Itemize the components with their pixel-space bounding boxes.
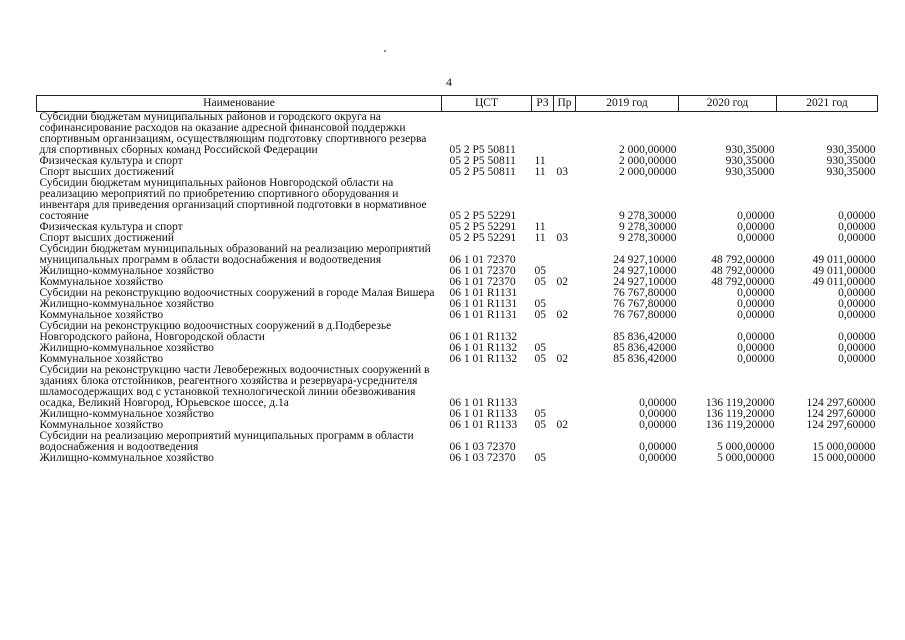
row-pr [554,453,576,464]
row-value-2019: 76 767,80000 [613,298,677,310]
row-name: Субсидии на реконструкцию водоочистных сооружений в городе Малая Вишера [39,287,435,299]
row-value-2020: 0,00000 [737,221,775,233]
row-pr: 03 [556,166,568,178]
row-name: Субсидии на реконструкцию водоочистных сооружений в д.Подберезье Новгородского района, Новгородской области [39,320,392,343]
row-pr: 03 [556,232,568,244]
row-value-2021: 124 297,60000 [806,419,876,431]
row-value-2019: 85 836,42000 [613,331,677,343]
row-value-2019: 9 278,30000 [619,221,677,233]
row-value-2021: 0,00000 [838,298,876,310]
row-rz: 11 [534,155,546,167]
budget-table [36,95,878,464]
row-name: Жилищно-коммунальное хозяйство [39,342,214,354]
row-pr [554,244,576,266]
row-pr [554,321,576,343]
row-value-2019: 9 278,30000 [619,210,677,222]
row-pr: 02 [556,419,568,431]
row-cst: 06 1 01 R1132 [449,342,518,354]
row-value-2020: 930,35000 [725,155,775,167]
row-value-2019: 85 836,42000 [613,342,677,354]
row-pr [554,178,576,222]
row-name: Коммунальное хозяйство [39,276,164,288]
row-cst: 06 1 01 R1132 [449,353,518,365]
row-value-2020: 0,00000 [737,331,775,343]
row-value-2021: 124 297,60000 [806,397,876,409]
header-rz: РЗ [532,96,554,112]
row-name: Физическая культура и спорт [39,221,183,233]
row-value-2020: 0,00000 [737,342,775,354]
row-rz: 05 [534,309,546,321]
row-name: Жилищно-коммунальное хозяйство [39,452,214,464]
row-cst: 06 1 01 R1133 [449,397,518,409]
row-pr: 02 [556,309,568,321]
row-rz: 05 [534,353,546,365]
row-rz: 05 [534,342,546,354]
row-cst: 06 1 01 72370 [449,254,516,266]
table-row [37,244,878,266]
header-2021: 2021 год [777,96,878,112]
header-2020: 2020 год [679,96,777,112]
row-value-2020: 0,00000 [737,353,775,365]
row-value-2020: 930,35000 [725,166,775,178]
row-value-2021: 15 000,00000 [812,452,876,464]
row-cst: 06 1 01 R1131 [449,309,518,321]
row-rz: 05 [534,265,546,277]
row-value-2019: 0,00000 [639,452,677,464]
row-name: Субсидии на реализацию мероприятий муниципальных программ в области водоснабжения и водоотведения [39,430,414,453]
row-name: Субсидии бюджетам муниципальных районов и городского округа на софинансирование расходов на оказание адресной финансовой поддержки спортивным организациям, осуществляющим подготовку спортивного резерва для спортивных сборных команд Российской Федерации [39,111,427,156]
row-value-2019: 76 767,80000 [613,309,677,321]
row-value-2019: 24 927,10000 [613,265,677,277]
row-value-2019: 0,00000 [639,408,677,420]
row-value-2020: 48 792,00000 [711,265,775,277]
row-cst: 06 1 01 R1132 [449,331,518,343]
row-value-2020: 0,00000 [737,232,775,244]
row-cst: 05 2 P5 52291 [449,232,517,244]
row-pr [554,365,576,409]
row-value-2021: 0,00000 [838,331,876,343]
row-value-2020: 5 000,00000 [717,441,775,453]
row-pr: 02 [556,353,568,365]
header-name: Наименование [37,96,442,112]
row-rz [532,112,554,157]
row-name: Спорт высших достижений [39,166,175,178]
row-value-2020: 48 792,00000 [711,254,775,266]
row-value-2020: 136 119,20000 [705,419,775,431]
row-value-2021: 930,35000 [826,155,876,167]
row-name: Физическая культура и спорт [39,155,183,167]
row-value-2019: 9 278,30000 [619,232,677,244]
table-body [37,112,878,465]
row-value-2021: 0,00000 [838,221,876,233]
row-name: Жилищно-коммунальное хозяйство [39,265,214,277]
row-value-2020: 48 792,00000 [711,276,775,288]
table-row [37,453,878,464]
table-row [37,321,878,343]
row-value-2021: 124 297,60000 [806,408,876,420]
row-value-2019: 2 000,00000 [619,166,677,178]
row-name: Спорт высших достижений [39,232,175,244]
row-value-2021: 0,00000 [838,287,876,299]
row-name: Коммунальное хозяйство [39,309,164,321]
row-cst: 06 1 01 72370 [449,276,516,288]
row-rz: 05 [534,298,546,310]
row-rz: 05 [534,452,546,464]
table-header [37,96,878,112]
row-cst: 05 2 P5 50811 [449,166,516,178]
table-row [37,178,878,222]
row-value-2019: 2 000,00000 [619,144,677,156]
row-pr: 02 [556,276,568,288]
row-rz [532,321,554,343]
row-name: Субсидии бюджетам муниципальных образований на реализацию мероприятий муниципальных программ в области водоснабжения и водоотведения [39,243,431,266]
table-row [37,431,878,453]
row-value-2019: 0,00000 [639,419,677,431]
row-rz: 05 [534,276,546,288]
row-value-2019: 76 767,80000 [613,287,677,299]
row-value-2021: 49 011,00000 [812,265,876,277]
row-value-2021: 930,35000 [826,166,876,178]
row-cst: 06 1 03 72370 [449,441,516,453]
row-cst: 06 1 03 72370 [449,452,516,464]
row-name: Субсидии бюджетам муниципальных районов Новгородской области на реализацию мероприятий по приобретению спортивного оборудования и инвентаря для приведения организаций спортивной подготовки в нормативное состояние [39,177,427,222]
row-value-2020: 0,00000 [737,287,775,299]
row-cst: 06 1 01 72370 [449,265,516,277]
row-pr [554,112,576,157]
row-value-2021: 0,00000 [838,309,876,321]
row-rz [532,178,554,222]
row-value-2020: 930,35000 [725,144,775,156]
row-name: Субсидии на реконструкцию части Левобережных водоочистных сооружений в зданиях блока отстойников, реагентного хозяйства и резервуара-усреднителя шламосодержащих вод с установкой технологической линии обезвоживания осадка, Великий Новгород, Юрьевское шоссе, д.1а [39,364,430,409]
row-cst: 05 2 P5 52291 [449,221,517,233]
row-value-2021: 0,00000 [838,210,876,222]
row-cst: 05 2 P5 52291 [449,210,517,222]
row-value-2019: 0,00000 [639,397,677,409]
page-number: 4 [446,75,452,89]
row-rz: 11 [534,221,546,233]
row-rz: 11 [534,166,546,178]
row-rz: 05 [534,419,546,431]
header-pr: Пр [554,96,576,112]
row-name: Коммунальное хозяйство [39,353,164,365]
row-cst: 06 1 01 R1131 [449,298,518,310]
row-value-2019: 24 927,10000 [613,276,677,288]
row-value-2021: 49 011,00000 [812,254,876,266]
row-value-2019: 0,00000 [639,441,677,453]
row-cst: 05 2 P5 50811 [449,155,516,167]
scan-speck [384,50,386,52]
row-rz [532,431,554,453]
row-value-2020: 136 119,20000 [705,397,775,409]
table-row [37,112,878,157]
row-value-2019: 2 000,00000 [619,155,677,167]
row-rz [532,244,554,266]
row-name: Жилищно-коммунальное хозяйство [39,298,214,310]
row-value-2020: 0,00000 [737,309,775,321]
row-pr [554,431,576,453]
row-value-2021: 0,00000 [838,353,876,365]
row-value-2019: 85 836,42000 [613,353,677,365]
row-value-2020: 0,00000 [737,210,775,222]
row-rz: 11 [534,232,546,244]
table-row [37,365,878,409]
row-rz: 05 [534,408,546,420]
row-value-2021: 930,35000 [826,144,876,156]
row-cst: 06 1 01 R1131 [449,287,518,299]
row-value-2020: 0,00000 [737,298,775,310]
row-cst: 06 1 01 R1133 [449,419,518,431]
header-cst: ЦСТ [442,96,532,112]
row-rz [532,365,554,409]
row-value-2021: 0,00000 [838,232,876,244]
row-pr [554,288,576,299]
row-cst: 06 1 01 R1133 [449,408,518,420]
row-value-2021: 0,00000 [838,342,876,354]
row-value-2021: 49 011,00000 [812,276,876,288]
row-value-2021: 15 000,00000 [812,441,876,453]
row-value-2020: 5 000,00000 [717,452,775,464]
row-value-2020: 136 119,20000 [705,408,775,420]
row-name: Коммунальное хозяйство [39,419,164,431]
row-cst: 05 2 P5 50811 [449,144,516,156]
row-name: Жилищно-коммунальное хозяйство [39,408,214,420]
row-value-2019: 24 927,10000 [613,254,677,266]
header-2019: 2019 год [576,96,679,112]
